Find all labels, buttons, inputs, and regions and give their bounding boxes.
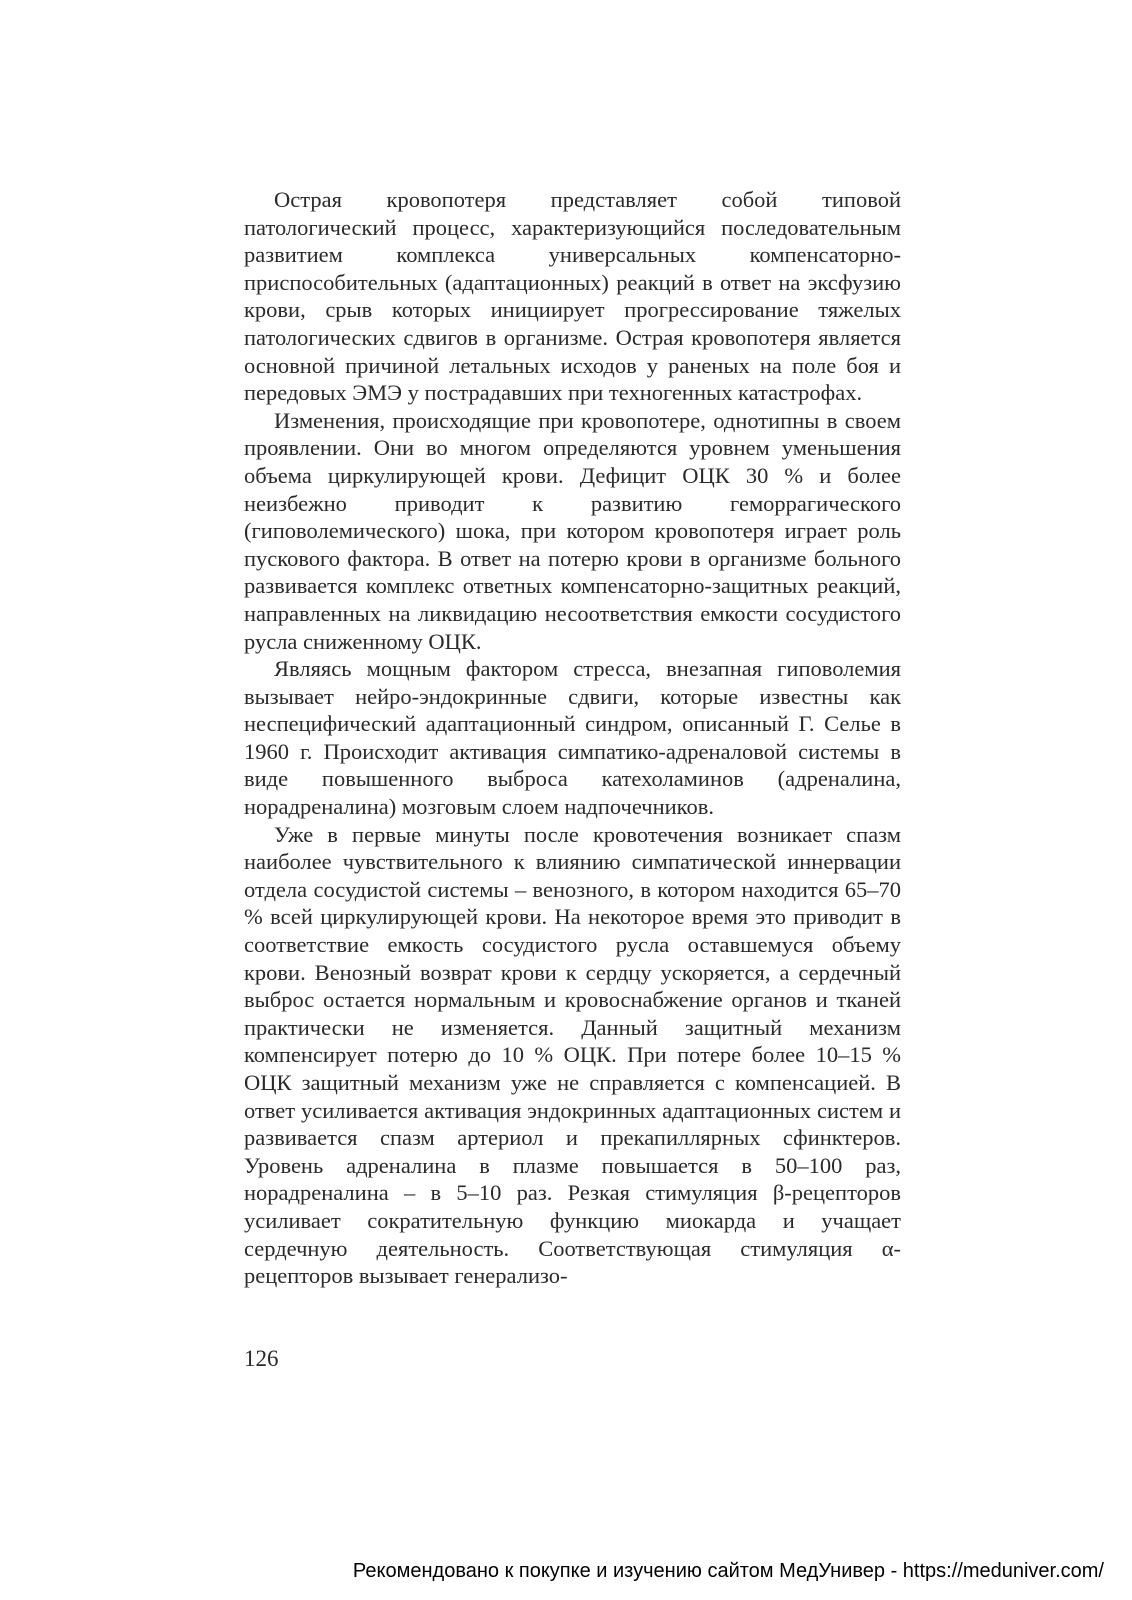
paragraph-venous-spasm: Уже в первые минуты после кровотечения возникает спазм наиболее чувствительного к влиянию симпатической иннервации отдела сосудистой системы – венозного, в котором находится 65–70 % всей циркулирующей крови. На некоторое время это приводит в соответствие емкость сосудистого русла оставшемуся объему крови. Венозный возврат крови к сердцу ускоряется, а сердечный выброс остается нормальным и кровоснабжение органов и тканей практически не изменяется. Данный защитный механизм компенсирует потерю до 10 % ОЦК. При потере более 10–15 % ОЦК защитный механизм уже не справляется с компенсацией. В ответ усиливается активация эндокринных адаптационных систем и развивается спазм артериол и прекапиллярных сфинктеров. Уровень адреналина в плазме повышается в 50–100 раз, норадреналина – в 5–10 раз. Резкая стимуляция β-рецепторов усиливает сократительную функцию миокарда и учащает сердечную деятельность. Соответствующая стимуляция α-рецепторов вызывает генерализо- <box>244 821 901 1289</box>
paragraph-changes: Изменения, происходящие при кровопотере, однотипны в своем проявлении. Они во многом определяются уровнем уменьшения объема циркулирующей крови. Дефицит ОЦК 30 % и более неизбежно приводит к развитию геморрагического (гиповолемического) шока, при котором кровопотеря играет роль пускового фактора. В ответ на потерю крови в организме больного развивается комплекс ответных компенсаторно-защитных реакций, направленных на ликвидацию несоответствия емкости сосудистого русла сниженному ОЦК. <box>244 407 901 654</box>
paragraph-stress-hypovolemia: Являясь мощным фактором стресса, внезапная гиповолемия вызывает нейро-эндокринные сдвиги, которые известны как неспецифический адаптационный синдром, описанный Г. Селье в 1960 г. Происходит активация симпатико-адреналовой системы в виде повышенного выброса катехоламинов (адреналина, норадреналина) мозговым слоем надпочечников. <box>244 656 901 820</box>
paragraph-acute-blood-loss: Острая кровопотеря представляет собой типовой патологический процесс, характеризующийся последовательным развитием комплекса универсальных компенсаторно-приспособительных (адаптационных) реакций в ответ на эксфузию крови, срыв которых инициирует прогрессирование тяжелых патологических сдвигов в организме. Острая кровопотеря является основной причиной летальных исходов у раненых на поле боя и передовых ЭМЭ у пострадавших при техногенных катастрофах. <box>244 187 901 406</box>
footer-recommendation: Рекомендовано к покупке и изучению сайтом МедУнивер - https://meduniver.com/ <box>352 1560 1104 1582</box>
page-body <box>244 186 901 1290</box>
page-number: 126 <box>244 1346 279 1371</box>
